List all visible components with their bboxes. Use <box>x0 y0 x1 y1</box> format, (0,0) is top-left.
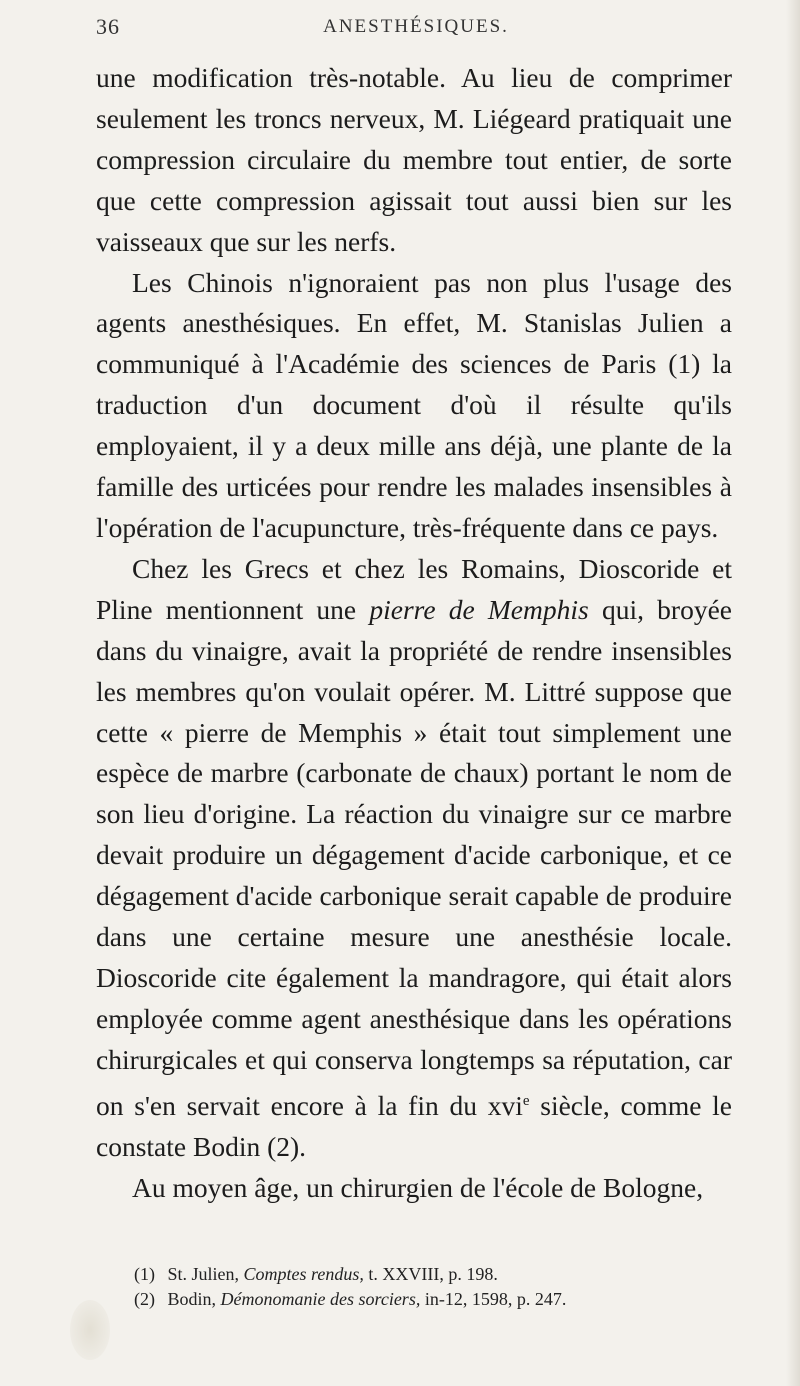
paragraph-4: Au moyen âge, un chirurgien de l'école de Bologne, <box>132 1171 704 1203</box>
page-edge-shadow <box>786 0 800 1386</box>
footnote-author: St. Julien, <box>167 1264 240 1284</box>
page-number: 36 <box>96 14 120 39</box>
paragraph-3 <box>96 549 732 1168</box>
paragraph-3-text-before: Chez les Grecs et chez les Romains, Dioscoride et Pline mentionnent une <box>96 552 732 625</box>
italic-term: pierre de Memphis <box>369 593 589 625</box>
footnote-ref: (2) <box>134 1289 155 1309</box>
footnote-author: Bodin, <box>167 1289 217 1309</box>
paragraph-1: une modification très-notable. Au lieu de comprimer seulement les troncs nerveux, M. Liégeard pratiquait une compression circulaire du membre tout entier, de sorte que cette compression agissait tout aussi bien sur les vaisseaux que sur les nerfs. <box>96 62 732 257</box>
body-text <box>96 58 732 1209</box>
paragraph-3-continuation: Bodin (2). <box>192 1130 307 1162</box>
footnotes <box>134 1262 754 1312</box>
footnote-title: Comptes rendus, <box>243 1264 364 1284</box>
footnote-2 <box>134 1287 754 1312</box>
century-superscript: e <box>522 1092 530 1109</box>
page-header <box>96 14 736 44</box>
footnote-ref: (1) <box>134 1264 155 1284</box>
paper-stain <box>70 1300 110 1360</box>
footnote-title: Démonomanie des sorciers, <box>220 1289 421 1309</box>
paragraph-2: Les Chinois n'ignoraient pas non plus l'usage des agents anesthésiques. En effet, M. Stanislas Julien a communiqué à l'Académie des sciences de Paris (1) la traduction d'un document d'où il résulte qu'ils employaient, il y a deux mille ans déjà, une plante de la famille des urticées pour rendre les malades insensibles à l'opération de l'acupuncture, très-fréquente dans ce pays. <box>96 266 732 543</box>
footnote-rest: t. XXVIII, p. 198. <box>368 1264 498 1284</box>
footnote-1 <box>134 1262 754 1287</box>
paragraph-3-text-end: siècle, comme le constate <box>96 1089 732 1162</box>
footnote-rest: in-12, 1598, p. 247. <box>424 1289 567 1309</box>
paragraph-3-text-after: qui, broyée dans du vinaigre, avait la propriété de rendre insensibles les membres qu'on voulait opérer. M. Littré suppose que cette « pierre de Memphis » était tout simplement une espèce de marbre (carbonate de chaux) portant le nom de son lieu d'origine. La réaction du vinaigre sur ce marbre devait produire un dégagement d'acide carbonique, et ce dégagement d'acide carbonique serait capable de produire dans une certaine mesure une anesthésie locale. Dioscoride cite également la mandragore, qui était alors employée comme agent anesthésique dans les opérations chirurgicales et qui conserva longtemps sa réputation, car on s'en servait encore à la fin du xvi <box>96 593 732 1121</box>
running-head: ANESTHÉSIQUES. <box>323 16 509 37</box>
